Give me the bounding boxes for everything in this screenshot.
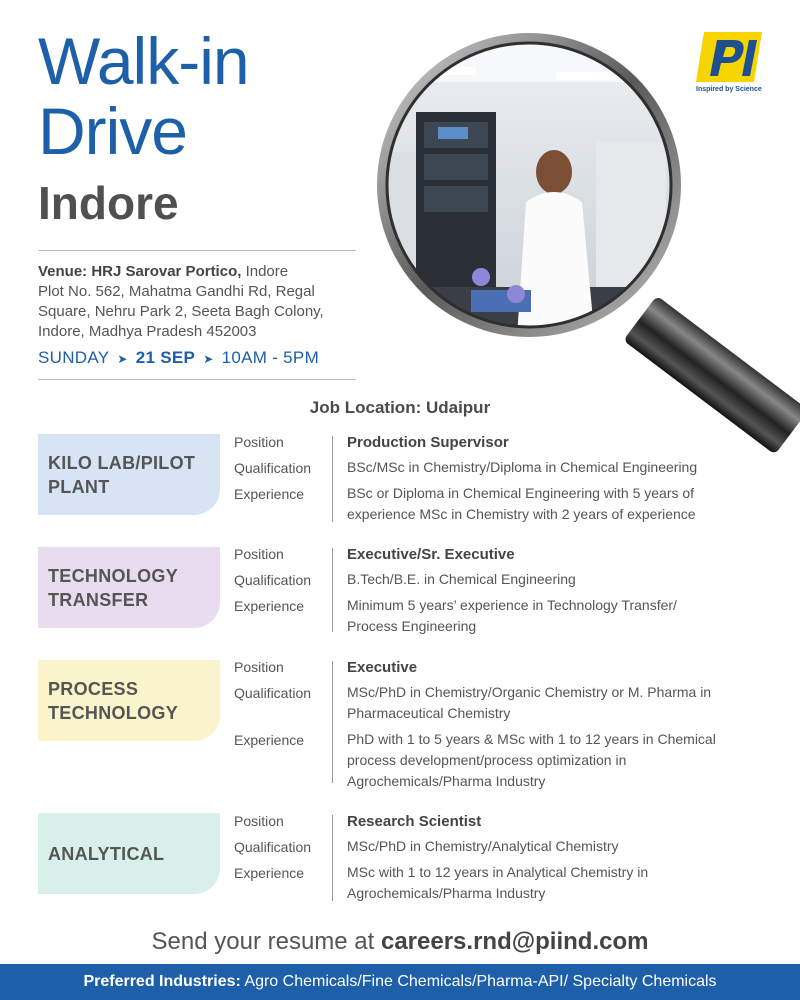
arrow-right-icon: ➤ (117, 352, 128, 366)
experience-line: Process Engineering (347, 618, 477, 634)
dept-name: PLANT (48, 476, 110, 497)
footer-bar (0, 964, 800, 1000)
event-date: 21 SEP (135, 348, 196, 367)
dept-kilo-lab (38, 434, 220, 515)
position-label: Position (234, 813, 284, 829)
divider (38, 250, 356, 251)
pi-logo-icon (696, 32, 762, 82)
experience-line: Agrochemicals/Pharma Industry (347, 885, 546, 901)
dept-analytical (38, 813, 220, 894)
position-value: Executive (347, 659, 418, 676)
qualification-label: Qualification (234, 572, 312, 588)
qualification-line: MSc/PhD in Chemistry/Organic Chemistry or M. Pharma in (347, 684, 712, 700)
experience-label: Experience (234, 865, 305, 881)
position-label: Position (234, 546, 284, 562)
qualification-value: BSc/MSc in Chemistry/Diploma in Chemical Engineering (347, 459, 698, 475)
job-location: Job Location: Udaipur (309, 398, 491, 417)
experience-line: BSc or Diploma in Chemical Engineering with 5 years of (347, 485, 695, 501)
position-value: Production Supervisor (347, 434, 509, 451)
position-value: Research Scientist (347, 813, 482, 830)
dept-name: KILO LAB/PILOT (48, 452, 196, 473)
experience-line: Minimum 5 years’ experience in Technology Transfer/ (347, 597, 677, 613)
qualification-line: Pharmaceutical Chemistry (347, 705, 511, 721)
event-time: 10AM - 5PM (221, 348, 320, 367)
position-label: Position (234, 659, 284, 675)
headline-drive: Drive (38, 94, 188, 168)
divider (332, 815, 333, 901)
qualification-value: B.Tech/B.E. in Chemical Engineering (347, 571, 576, 587)
qualification-value (347, 682, 757, 724)
divider (38, 379, 356, 380)
footer-industries: Agro Chemicals/Fine Chemicals/Pharma-API/ Specialty Chemicals (240, 973, 717, 990)
experience-line: MSc with 1 to 12 years in Analytical Chemistry in (347, 864, 649, 880)
venue-city: Indore (241, 263, 289, 280)
qualification-value: MSc/PhD in Chemistry/Analytical Chemistry (347, 838, 619, 854)
experience-line: process development/process optimization in (347, 752, 627, 768)
resume-email-link[interactable]: careers.rnd@piind.com (380, 928, 649, 955)
divider (332, 548, 333, 632)
dept-name: TRANSFER (48, 589, 149, 610)
send-resume-line (0, 928, 800, 956)
dept-name: TECHNOLOGY (48, 702, 179, 723)
experience-line: Agrochemicals/Pharma Industry (347, 773, 546, 789)
experience-label: Experience (234, 732, 305, 748)
position-label: Position (234, 434, 284, 450)
experience-line: experience MSc in Chemistry with 2 years of experience (347, 506, 696, 522)
headline-city: Indore (38, 177, 179, 229)
qualification-label: Qualification (234, 460, 312, 476)
lab-photo-magnifier (376, 32, 682, 338)
experience-value (347, 862, 757, 904)
experience-label: Experience (234, 598, 305, 614)
event-schedule (38, 348, 319, 368)
headline-walk-in: Walk-in (38, 24, 249, 98)
experience-line: PhD with 1 to 5 years & MSc with 1 to 12 years in Chemical (347, 731, 716, 747)
dept-name: PROCESS (48, 678, 139, 699)
qualification-label: Qualification (234, 685, 312, 701)
experience-value (347, 483, 757, 525)
send-prefix: Send your resume at (151, 928, 381, 955)
divider (332, 661, 333, 783)
experience-label: Experience (234, 486, 305, 502)
divider (332, 436, 333, 522)
position-value: Executive/Sr. Executive (347, 546, 515, 563)
arrow-right-icon: ➤ (203, 352, 214, 366)
company-logo (696, 32, 766, 93)
dept-process-technology (38, 660, 220, 741)
experience-value (347, 729, 757, 792)
venue-label: Venue: HRJ Sarovar Portico, (38, 263, 242, 280)
dept-name: ANALYTICAL (48, 843, 165, 864)
dept-technology-transfer (38, 547, 220, 628)
venue-line3: Square, Nehru Park 2, Seeta Bagh Colony, (38, 303, 324, 320)
venue-line4: Indore, Madhya Pradesh 452003 (38, 323, 257, 340)
venue-address (38, 262, 378, 342)
logo-tagline: Inspired by Science (696, 86, 762, 93)
qualification-label: Qualification (234, 839, 312, 855)
dept-name: TECHNOLOGY (48, 565, 179, 586)
experience-value (347, 595, 757, 637)
footer-label: Preferred Industries: (83, 973, 241, 990)
venue-line2: Plot No. 562, Mahatma Gandhi Rd, Regal (38, 283, 315, 300)
event-day: SUNDAY (38, 348, 110, 367)
